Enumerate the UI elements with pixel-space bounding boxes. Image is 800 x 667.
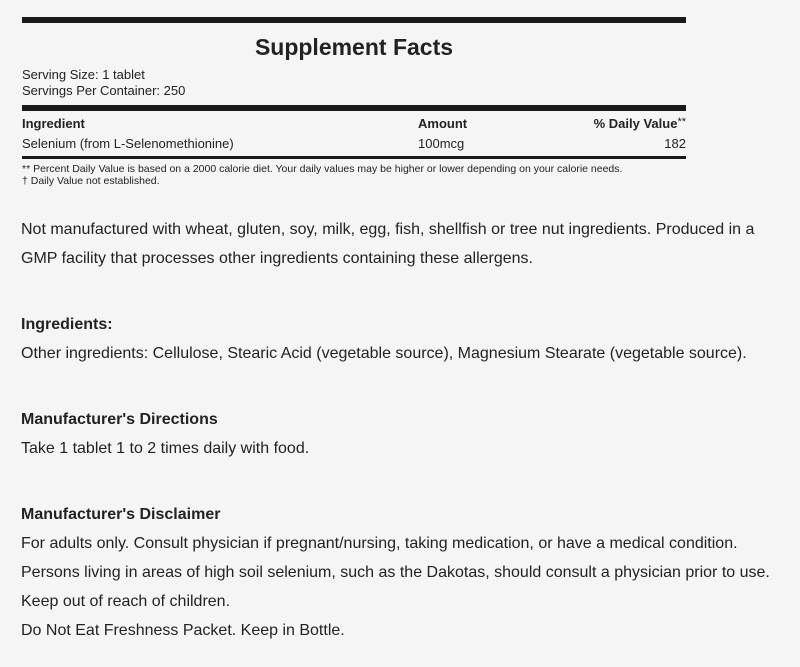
allergen-line: Not manufactured with wheat, gluten, soy, milk, egg, fish, shellfish or tree nut ingredients. Produced in a (21, 221, 755, 238)
header-rule (22, 105, 686, 111)
ingredient-amount: 100mcg (418, 136, 465, 151)
daily-value-column-header (594, 114, 686, 134)
ingredients-text: Other ingredients: Cellulose, Stearic Acid (vegetable source), Magnesium Stearate (vegetable source). (21, 345, 747, 362)
footnote-daily-value: ** Percent Daily Value is based on a 2000 calorie diet. Your daily values may be higher or lower depending on your calorie needs. (22, 163, 623, 175)
facts-row (22, 134, 686, 154)
serving-size: Serving Size: 1 tablet (22, 67, 145, 82)
disclaimer-line: Keep out of reach of children. (21, 593, 231, 610)
servings-per-container: Servings Per Container: 250 (22, 83, 186, 98)
facts-header-row (22, 114, 686, 134)
supplement-facts-panel (22, 17, 686, 187)
daily-value-header-label: % Daily Value (593, 116, 678, 131)
serving-info (22, 67, 686, 99)
amount-column-header: Amount (418, 116, 468, 131)
footnote-not-established: † Daily Value not established. (22, 175, 160, 187)
directions-text: Take 1 tablet 1 to 2 times daily with food. (21, 440, 310, 457)
supplement-facts-title: Supplement Facts (254, 34, 454, 60)
ingredient-name: Selenium (from L-Selenomethionine) (22, 136, 234, 151)
ingredients-heading: Ingredients: (21, 316, 113, 333)
ingredient-column-header: Ingredient (22, 116, 85, 131)
daily-value-marker: ** (677, 116, 686, 128)
top-rule (22, 17, 686, 23)
disclaimer-heading: Manufacturer's Disclaimer (21, 506, 221, 523)
ingredient-daily-value: 182 (664, 136, 686, 151)
disclaimer-section (21, 500, 791, 645)
ingredients-section (21, 310, 791, 368)
facts-footnotes (22, 163, 686, 187)
disclaimer-line: Do Not Eat Freshness Packet. Keep in Bottle. (21, 622, 345, 639)
allergen-statement (21, 215, 791, 273)
directions-section (21, 405, 791, 463)
footer-rule (22, 156, 686, 159)
directions-heading: Manufacturer's Directions (21, 411, 218, 428)
disclaimer-line: For adults only. Consult physician if pregnant/nursing, taking medication, or have a medical condition. (21, 535, 738, 552)
disclaimer-line: Persons living in areas of high soil selenium, such as the Dakotas, should consult a physician prior to use. (21, 564, 770, 581)
allergen-line: GMP facility that processes other ingredients containing these allergens. (21, 250, 533, 267)
